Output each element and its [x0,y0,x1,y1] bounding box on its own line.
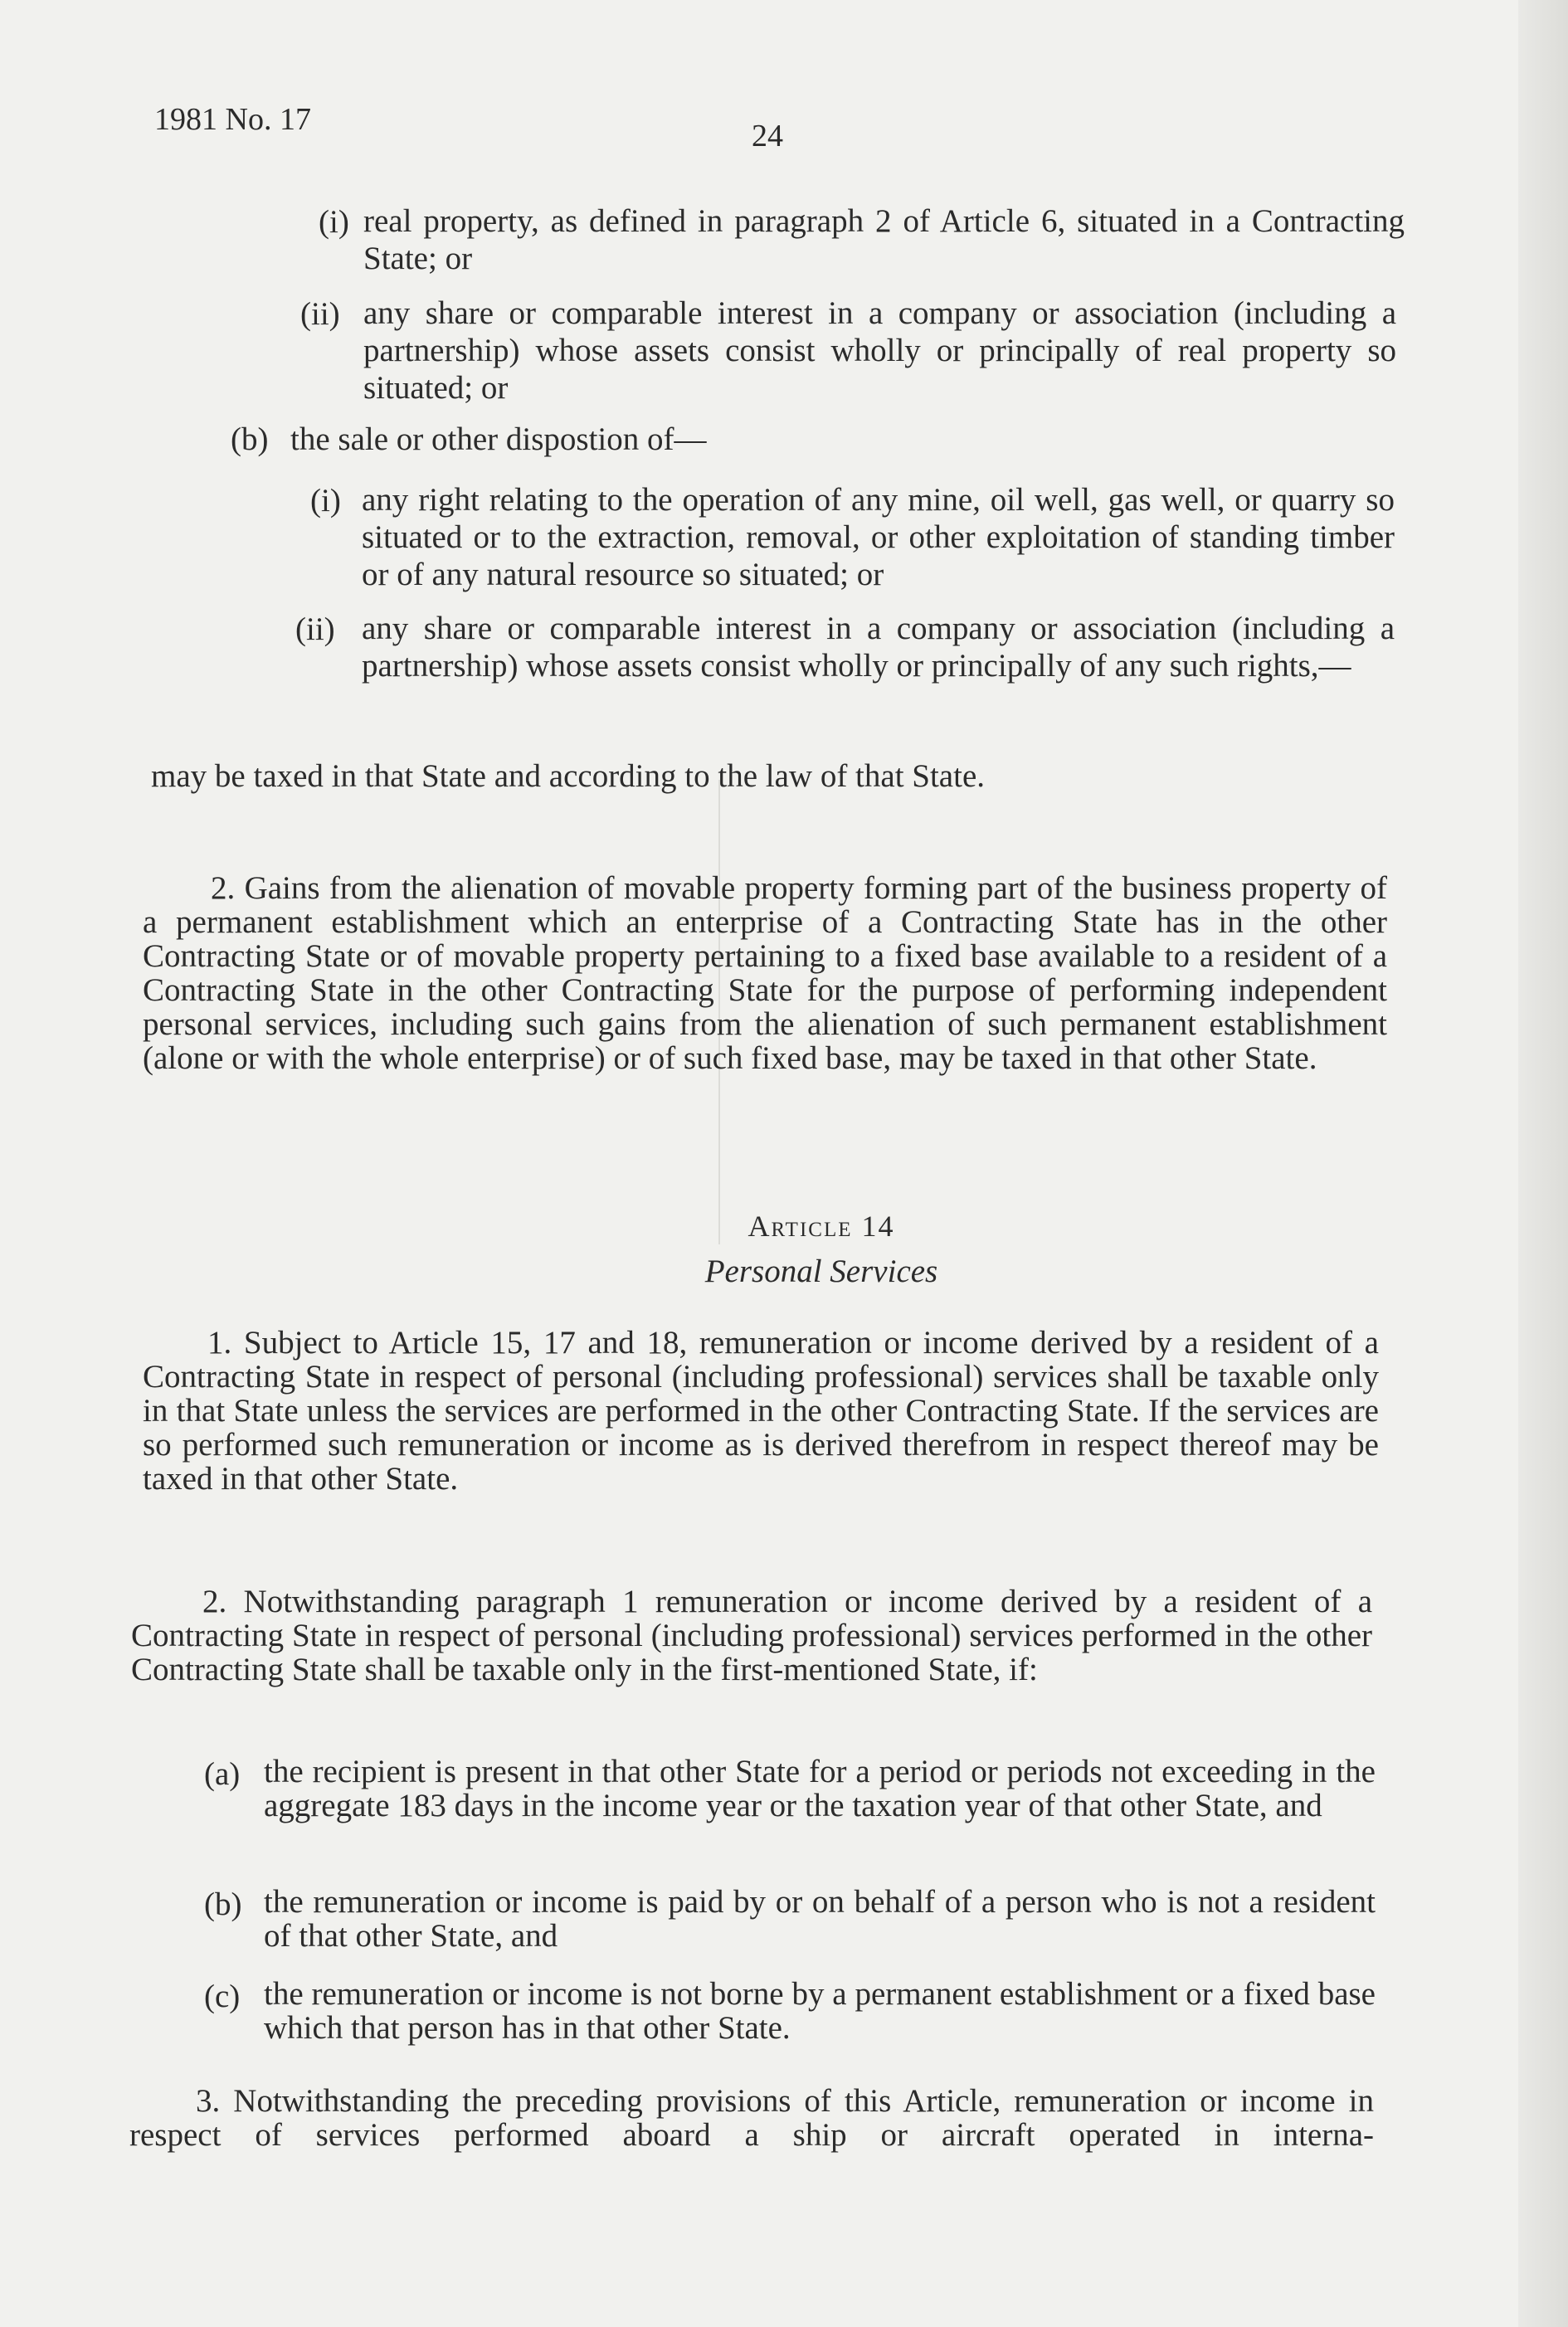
item-b-text: the sale or other dispostion of— [290,421,707,457]
article13-paragraph-2: 2. Gains from the alienation of movable property forming part of the business property of a permanent establishment which an enterprise of a Contracting State has in the other Contracting State or of movable property pertaining to a fixed base available to a resident of a Contracting State in the other Contracting State for the purpose of performing independent personal services, including such gains from the alienation of such permanent establishment (alone or with the whole enterprise) or of such fixed base, may be taxed in that other State. [143,870,1387,1076]
condition-a-text: the recipient is present in that other State for a period or periods not exceeding in the aggregate 183 days in the income year or the taxation year of that other State, and [264,1754,1376,1823]
item-b-ii-text: any share or comparable interest in a company or association (including a partnership) whose assets consist wholly or principally of any such rights,— [362,611,1395,684]
article14-paragraph-3: 3. Notwithstanding the preceding provisions of this Article, remuneration or income in respect of services performed aboard a ship or aircraft operated in interna- [129,2083,1374,2153]
running-header-year-no: 1981 No. 17 [154,102,311,137]
article-14-title: Personal Services [704,1254,938,1289]
condition-c-text: the remuneration or income is not borne by a permanent establishment or a fixed base which that person has in that other State. [264,1976,1376,2046]
closing-line: may be taxed in that State and according to the law of that State. [151,758,986,794]
item-b-ii-number: (ii) [295,611,335,647]
page-edge-shadow [1518,0,1568,2327]
article14-paragraph-2-intro: 2. Notwithstanding paragraph 1 remuneration or income derived by a resident of a Contracting State in respect of personal (including professional) services performed in the other Contracting State shall be taxable only in the first-mentioned State, if: [131,1584,1372,1687]
item-b-i-number: (i) [310,483,341,518]
item-a-i-text: real property, as defined in paragraph 2 of Article 6, situated in a Contracting State; or [363,203,1405,276]
condition-c-label: (c) [204,1979,241,2014]
item-a-ii-number: (ii) [300,296,340,332]
condition-a-label: (a) [204,1756,241,1792]
condition-b-label: (b) [204,1886,242,1922]
condition-b-text: the remuneration or income is paid by or on behalf of a person who is not a resident of that other State, and [264,1884,1376,1954]
page-number: 24 [752,119,783,153]
item-a-i-number: (i) [319,204,349,240]
item-a-ii-text: any share or comparable interest in a company or association (including a partnership) whose assets consist wholly or principally of real property so situated; or [363,295,1396,406]
item-b-label: (b) [231,421,269,457]
item-b-i-text: any right relating to the operation of any mine, oil well, gas well, or quarry so situated or to the extraction, removal, or other exploitation of standing timber or of any natural resource so situated; or [362,482,1395,592]
article14-paragraph-1: 1. Subject to Article 15, 17 and 18, remuneration or income derived by a resident of a Contracting State in respect of personal (including professional) services shall be taxable only in that State unless the services are performed in the other Contracting State. If the services are so performed such remuneration or income as is derived therefrom in respect thereof may be taxed in that other State. [143,1325,1379,1497]
article-14-heading: Article 14 [747,1210,895,1243]
